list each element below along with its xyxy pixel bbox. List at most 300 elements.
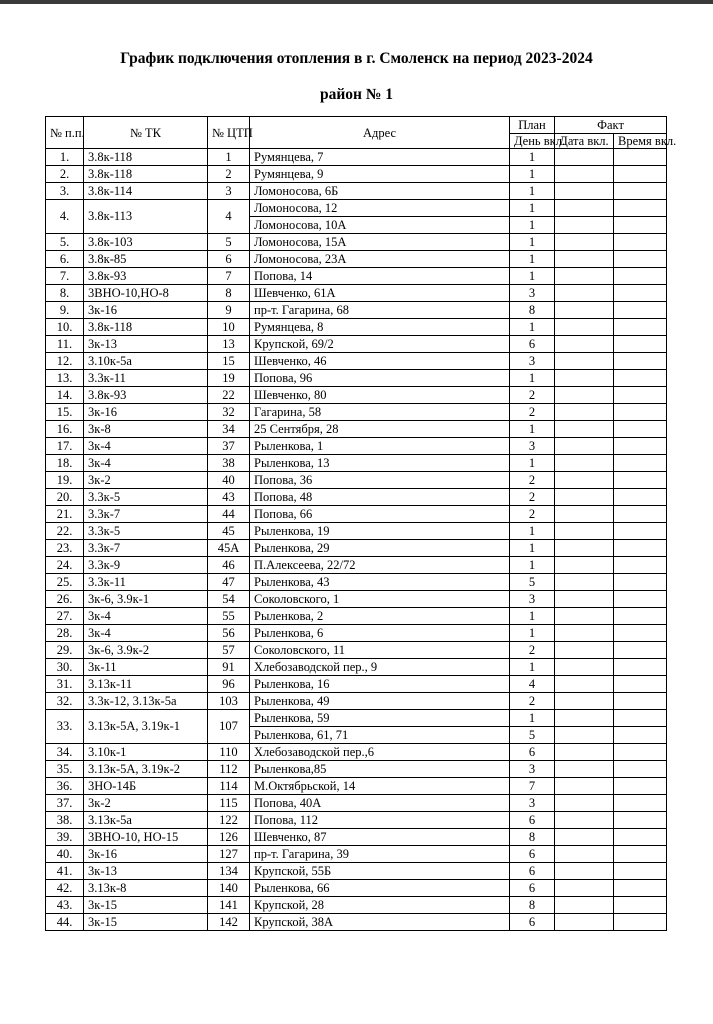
row-fact-time xyxy=(614,302,667,319)
row-tk: 3.8к-118 xyxy=(84,166,208,183)
row-plan-day: 1 xyxy=(510,659,555,676)
row-fact-date xyxy=(555,217,614,234)
row-ctp: 7 xyxy=(208,268,250,285)
row-address: Попова, 36 xyxy=(250,472,510,489)
table-row xyxy=(46,778,667,795)
row-number: 6. xyxy=(46,251,84,268)
row-number: 11. xyxy=(46,336,84,353)
row-address: Крупской, 28 xyxy=(250,897,510,914)
table-row xyxy=(46,608,667,625)
row-fact-date xyxy=(555,149,614,166)
row-fact-time xyxy=(614,676,667,693)
table-row xyxy=(46,863,667,880)
table-row xyxy=(46,455,667,472)
row-fact-date xyxy=(555,455,614,472)
row-tk: 3к-4 xyxy=(84,608,208,625)
table-row xyxy=(46,761,667,778)
row-fact-time xyxy=(614,489,667,506)
row-address: Ломоносова, 10А xyxy=(250,217,510,234)
row-fact-date xyxy=(555,727,614,744)
row-plan-day: 6 xyxy=(510,914,555,931)
row-fact-time xyxy=(614,438,667,455)
header-plan: План xyxy=(510,117,555,134)
row-fact-date xyxy=(555,506,614,523)
row-fact-time xyxy=(614,659,667,676)
row-tk: 3.13к-5А, 3.19к-2 xyxy=(84,761,208,778)
table-row xyxy=(46,591,667,608)
row-address: Попова, 48 xyxy=(250,489,510,506)
row-plan-day: 5 xyxy=(510,727,555,744)
row-fact-time xyxy=(614,914,667,931)
table-row xyxy=(46,234,667,251)
row-ctp: 34 xyxy=(208,421,250,438)
row-fact-time xyxy=(614,625,667,642)
row-fact-time xyxy=(614,744,667,761)
table-row xyxy=(46,438,667,455)
row-number: 32. xyxy=(46,693,84,710)
row-tk: 3к-4 xyxy=(84,438,208,455)
row-ctp: 47 xyxy=(208,574,250,591)
row-fact-time xyxy=(614,387,667,404)
row-fact-date xyxy=(555,370,614,387)
row-number: 27. xyxy=(46,608,84,625)
row-fact-time xyxy=(614,863,667,880)
row-plan-day: 1 xyxy=(510,370,555,387)
row-fact-time xyxy=(614,166,667,183)
table-row xyxy=(46,659,667,676)
top-edge-bar xyxy=(0,0,713,4)
row-fact-time xyxy=(614,795,667,812)
row-address: Соколовского, 11 xyxy=(250,642,510,659)
row-ctp: 134 xyxy=(208,863,250,880)
row-number: 26. xyxy=(46,591,84,608)
row-number: 24. xyxy=(46,557,84,574)
table-row xyxy=(46,472,667,489)
row-tk: 3к-6, 3.9к-2 xyxy=(84,642,208,659)
row-fact-date xyxy=(555,659,614,676)
row-fact-date xyxy=(555,540,614,557)
row-fact-time xyxy=(614,523,667,540)
row-tk: 3НО-14Б xyxy=(84,778,208,795)
table-row xyxy=(46,387,667,404)
row-fact-time xyxy=(614,421,667,438)
table-row xyxy=(46,574,667,591)
row-number: 8. xyxy=(46,285,84,302)
row-fact-date xyxy=(555,795,614,812)
row-tk: 3.8к-85 xyxy=(84,251,208,268)
row-fact-time xyxy=(614,404,667,421)
row-address: Крупской, 55Б xyxy=(250,863,510,880)
row-fact-date xyxy=(555,914,614,931)
row-tk: 3ВНО-10, НО-15 xyxy=(84,829,208,846)
row-address: Рыленкова, 43 xyxy=(250,574,510,591)
row-ctp: 37 xyxy=(208,438,250,455)
row-address: Румянцева, 7 xyxy=(250,149,510,166)
row-plan-day: 1 xyxy=(510,166,555,183)
row-ctp: 57 xyxy=(208,642,250,659)
row-plan-day: 1 xyxy=(510,251,555,268)
row-ctp: 107 xyxy=(208,710,250,744)
row-fact-date xyxy=(555,744,614,761)
row-number: 14. xyxy=(46,387,84,404)
row-number: 34. xyxy=(46,744,84,761)
row-address: Рыленкова, 49 xyxy=(250,693,510,710)
row-fact-date xyxy=(555,557,614,574)
header-fact-date: Дата вкл. xyxy=(555,134,614,149)
row-tk: 3.8к-114 xyxy=(84,183,208,200)
table-row xyxy=(46,795,667,812)
row-fact-time xyxy=(614,778,667,795)
row-fact-time xyxy=(614,455,667,472)
row-address: Рыленкова, 1 xyxy=(250,438,510,455)
table-row xyxy=(46,914,667,931)
table-row xyxy=(46,557,667,574)
row-number: 12. xyxy=(46,353,84,370)
row-number: 19. xyxy=(46,472,84,489)
row-plan-day: 1 xyxy=(510,625,555,642)
row-fact-date xyxy=(555,778,614,795)
row-address: Попова, 40А xyxy=(250,795,510,812)
row-number: 38. xyxy=(46,812,84,829)
table-row xyxy=(46,149,667,166)
row-address: Шевченко, 87 xyxy=(250,829,510,846)
header-plan-day: День вкл. xyxy=(510,134,555,149)
row-address: Рыленкова, 2 xyxy=(250,608,510,625)
row-tk: 3к-15 xyxy=(84,914,208,931)
row-ctp: 115 xyxy=(208,795,250,812)
table-row xyxy=(46,693,667,710)
row-address: П.Алексеева, 22/72 xyxy=(250,557,510,574)
row-address: пр-т. Гагарина, 39 xyxy=(250,846,510,863)
table-row xyxy=(46,523,667,540)
row-fact-date xyxy=(555,489,614,506)
row-fact-time xyxy=(614,829,667,846)
row-address: Рыленкова,85 xyxy=(250,761,510,778)
row-number: 15. xyxy=(46,404,84,421)
row-address: Шевченко, 46 xyxy=(250,353,510,370)
row-ctp: 141 xyxy=(208,897,250,914)
row-plan-day: 1 xyxy=(510,421,555,438)
row-tk: 3.3к-7 xyxy=(84,540,208,557)
table-row xyxy=(46,642,667,659)
row-fact-time xyxy=(614,251,667,268)
row-fact-time xyxy=(614,761,667,778)
heating-schedule-table xyxy=(45,116,677,931)
table-row xyxy=(46,353,667,370)
row-fact-date xyxy=(555,574,614,591)
row-ctp: 13 xyxy=(208,336,250,353)
table-row xyxy=(46,829,667,846)
row-plan-day: 8 xyxy=(510,829,555,846)
row-number: 29. xyxy=(46,642,84,659)
row-ctp: 22 xyxy=(208,387,250,404)
row-fact-date xyxy=(555,268,614,285)
row-fact-time xyxy=(614,234,667,251)
row-tk: 3к-6, 3.9к-1 xyxy=(84,591,208,608)
row-ctp: 127 xyxy=(208,846,250,863)
row-plan-day: 6 xyxy=(510,863,555,880)
row-fact-date xyxy=(555,251,614,268)
row-fact-date xyxy=(555,319,614,336)
row-address: Рыленкова, 16 xyxy=(250,676,510,693)
row-address: пр-т. Гагарина, 68 xyxy=(250,302,510,319)
row-plan-day: 6 xyxy=(510,812,555,829)
row-ctp: 15 xyxy=(208,353,250,370)
row-plan-day: 3 xyxy=(510,353,555,370)
row-address: Попова, 66 xyxy=(250,506,510,523)
row-tk: 3.8к-113 xyxy=(84,200,208,234)
row-tk: 3.3к-11 xyxy=(84,574,208,591)
row-tk: 3к-2 xyxy=(84,472,208,489)
row-number: 9. xyxy=(46,302,84,319)
row-ctp: 126 xyxy=(208,829,250,846)
row-ctp: 56 xyxy=(208,625,250,642)
row-tk: 3.10к-1 xyxy=(84,744,208,761)
row-tk: 3к-13 xyxy=(84,863,208,880)
row-plan-day: 1 xyxy=(510,217,555,234)
row-plan-day: 3 xyxy=(510,438,555,455)
row-fact-time xyxy=(614,336,667,353)
table-row xyxy=(46,285,667,302)
row-number: 7. xyxy=(46,268,84,285)
row-plan-day: 2 xyxy=(510,472,555,489)
row-ctp: 110 xyxy=(208,744,250,761)
row-fact-date xyxy=(555,846,614,863)
header-num: № п.п. xyxy=(46,117,84,149)
row-ctp: 1 xyxy=(208,149,250,166)
row-address: Крупской, 69/2 xyxy=(250,336,510,353)
row-ctp: 4 xyxy=(208,200,250,234)
row-ctp: 43 xyxy=(208,489,250,506)
row-fact-date xyxy=(555,693,614,710)
row-plan-day: 2 xyxy=(510,404,555,421)
row-address: Рыленкова, 29 xyxy=(250,540,510,557)
row-fact-time xyxy=(614,217,667,234)
row-plan-day: 2 xyxy=(510,693,555,710)
row-fact-date xyxy=(555,523,614,540)
row-tk: 3.3к-7 xyxy=(84,506,208,523)
row-number: 2. xyxy=(46,166,84,183)
row-address: Рыленкова, 61, 71 xyxy=(250,727,510,744)
row-tk: 3.13к-11 xyxy=(84,676,208,693)
row-number: 33. xyxy=(46,710,84,744)
row-ctp: 96 xyxy=(208,676,250,693)
row-fact-date xyxy=(555,336,614,353)
district-subtitle: район № 1 xyxy=(319,86,394,103)
header-tk: № ТК xyxy=(84,117,208,149)
row-plan-day: 6 xyxy=(510,336,555,353)
row-ctp: 103 xyxy=(208,693,250,710)
row-address: Рыленкова, 59 xyxy=(250,710,510,727)
row-plan-day: 8 xyxy=(510,302,555,319)
table-row xyxy=(46,540,667,557)
row-tk: 3.3к-11 xyxy=(84,370,208,387)
table-row xyxy=(46,200,667,217)
row-fact-time xyxy=(614,540,667,557)
row-address: Попова, 96 xyxy=(250,370,510,387)
row-tk: 3к-2 xyxy=(84,795,208,812)
row-tk: 3ВНО-10,НО-8 xyxy=(84,285,208,302)
row-ctp: 3 xyxy=(208,183,250,200)
row-fact-time xyxy=(614,574,667,591)
row-plan-day: 1 xyxy=(510,149,555,166)
table-row xyxy=(46,710,667,727)
row-fact-date xyxy=(555,472,614,489)
row-address: Рыленкова, 13 xyxy=(250,455,510,472)
row-ctp: 44 xyxy=(208,506,250,523)
row-fact-date xyxy=(555,353,614,370)
row-tk: 3.13к-5А, 3.19к-1 xyxy=(84,710,208,744)
page-title: График подключения отопления в г. Смоленск на период 2023-2024 xyxy=(120,50,593,67)
row-ctp: 140 xyxy=(208,880,250,897)
row-tk: 3.3к-5 xyxy=(84,523,208,540)
row-address: Попова, 112 xyxy=(250,812,510,829)
row-tk: 3к-4 xyxy=(84,455,208,472)
row-fact-time xyxy=(614,846,667,863)
row-fact-time xyxy=(614,642,667,659)
row-ctp: 122 xyxy=(208,812,250,829)
row-ctp: 40 xyxy=(208,472,250,489)
row-plan-day: 1 xyxy=(510,319,555,336)
header-ctp: № ЦТП xyxy=(208,117,250,149)
row-fact-date xyxy=(555,302,614,319)
row-number: 37. xyxy=(46,795,84,812)
row-tk: 3к-13 xyxy=(84,336,208,353)
table-header xyxy=(46,117,677,149)
row-fact-time xyxy=(614,557,667,574)
row-fact-time xyxy=(614,727,667,744)
row-plan-day: 1 xyxy=(510,523,555,540)
row-fact-date xyxy=(555,591,614,608)
row-number: 21. xyxy=(46,506,84,523)
row-address: Хлебозаводской пер.,6 xyxy=(250,744,510,761)
table-row xyxy=(46,319,667,336)
row-number: 17. xyxy=(46,438,84,455)
row-tk: 3.13к-8 xyxy=(84,880,208,897)
row-fact-date xyxy=(555,608,614,625)
row-ctp: 46 xyxy=(208,557,250,574)
table-row xyxy=(46,166,667,183)
table-row xyxy=(46,744,667,761)
row-ctp: 112 xyxy=(208,761,250,778)
row-ctp: 6 xyxy=(208,251,250,268)
row-fact-date xyxy=(555,200,614,217)
row-plan-day: 2 xyxy=(510,642,555,659)
row-fact-date xyxy=(555,285,614,302)
row-plan-day: 2 xyxy=(510,506,555,523)
table-row xyxy=(46,506,667,523)
row-plan-day: 6 xyxy=(510,744,555,761)
row-tk: 3.8к-118 xyxy=(84,149,208,166)
row-address: Ломоносова, 23А xyxy=(250,251,510,268)
row-fact-time xyxy=(614,506,667,523)
table-row xyxy=(46,268,667,285)
row-plan-day: 5 xyxy=(510,574,555,591)
row-fact-date xyxy=(555,387,614,404)
row-fact-time xyxy=(614,472,667,489)
row-address: Шевченко, 61А xyxy=(250,285,510,302)
row-fact-time xyxy=(614,353,667,370)
row-fact-time xyxy=(614,710,667,727)
row-fact-time xyxy=(614,319,667,336)
row-fact-date xyxy=(555,880,614,897)
row-plan-day: 1 xyxy=(510,710,555,727)
row-fact-time xyxy=(614,812,667,829)
row-address: Крупской, 38А xyxy=(250,914,510,931)
row-fact-date xyxy=(555,234,614,251)
row-plan-day: 1 xyxy=(510,200,555,217)
row-fact-time xyxy=(614,285,667,302)
row-plan-day: 4 xyxy=(510,676,555,693)
row-address: Рыленкова, 66 xyxy=(250,880,510,897)
row-plan-day: 1 xyxy=(510,234,555,251)
row-tk: 3.8к-118 xyxy=(84,319,208,336)
row-plan-day: 1 xyxy=(510,557,555,574)
row-plan-day: 3 xyxy=(510,761,555,778)
row-ctp: 114 xyxy=(208,778,250,795)
row-tk: 3.10к-5а xyxy=(84,353,208,370)
row-number: 44. xyxy=(46,914,84,931)
row-plan-day: 1 xyxy=(510,183,555,200)
row-fact-date xyxy=(555,710,614,727)
row-fact-time xyxy=(614,897,667,914)
row-fact-date xyxy=(555,625,614,642)
table-row xyxy=(46,370,667,387)
row-address: Рыленкова, 19 xyxy=(250,523,510,540)
row-ctp: 54 xyxy=(208,591,250,608)
row-address: Румянцева, 9 xyxy=(250,166,510,183)
table-row xyxy=(46,880,667,897)
row-number: 39. xyxy=(46,829,84,846)
row-tk: 3к-11 xyxy=(84,659,208,676)
row-ctp: 19 xyxy=(208,370,250,387)
row-fact-date xyxy=(555,897,614,914)
header-address: Адрес xyxy=(250,117,510,149)
row-number: 36. xyxy=(46,778,84,795)
table-row xyxy=(46,183,667,200)
row-ctp: 8 xyxy=(208,285,250,302)
row-address: Ломоносова, 6Б xyxy=(250,183,510,200)
header-fact: Факт xyxy=(555,117,667,134)
row-number: 1. xyxy=(46,149,84,166)
row-address: Хлебозаводской пер., 9 xyxy=(250,659,510,676)
row-tk: 3.3к-12, 3.13к-5а xyxy=(84,693,208,710)
row-fact-time xyxy=(614,370,667,387)
row-number: 42. xyxy=(46,880,84,897)
row-fact-date xyxy=(555,183,614,200)
row-address: Соколовского, 1 xyxy=(250,591,510,608)
row-tk: 3к-16 xyxy=(84,404,208,421)
row-number: 20. xyxy=(46,489,84,506)
row-tk: 3.13к-5а xyxy=(84,812,208,829)
row-address: Попова, 14 xyxy=(250,268,510,285)
row-plan-day: 3 xyxy=(510,285,555,302)
row-ctp: 55 xyxy=(208,608,250,625)
row-plan-day: 3 xyxy=(510,591,555,608)
table-row xyxy=(46,812,667,829)
row-tk: 3к-8 xyxy=(84,421,208,438)
row-number: 10. xyxy=(46,319,84,336)
row-fact-date xyxy=(555,863,614,880)
row-number: 22. xyxy=(46,523,84,540)
row-fact-time xyxy=(614,693,667,710)
row-tk: 3к-16 xyxy=(84,846,208,863)
row-tk: 3.8к-93 xyxy=(84,387,208,404)
table-row xyxy=(46,897,667,914)
row-fact-time xyxy=(614,608,667,625)
row-address: Гагарина, 58 xyxy=(250,404,510,421)
row-number: 16. xyxy=(46,421,84,438)
